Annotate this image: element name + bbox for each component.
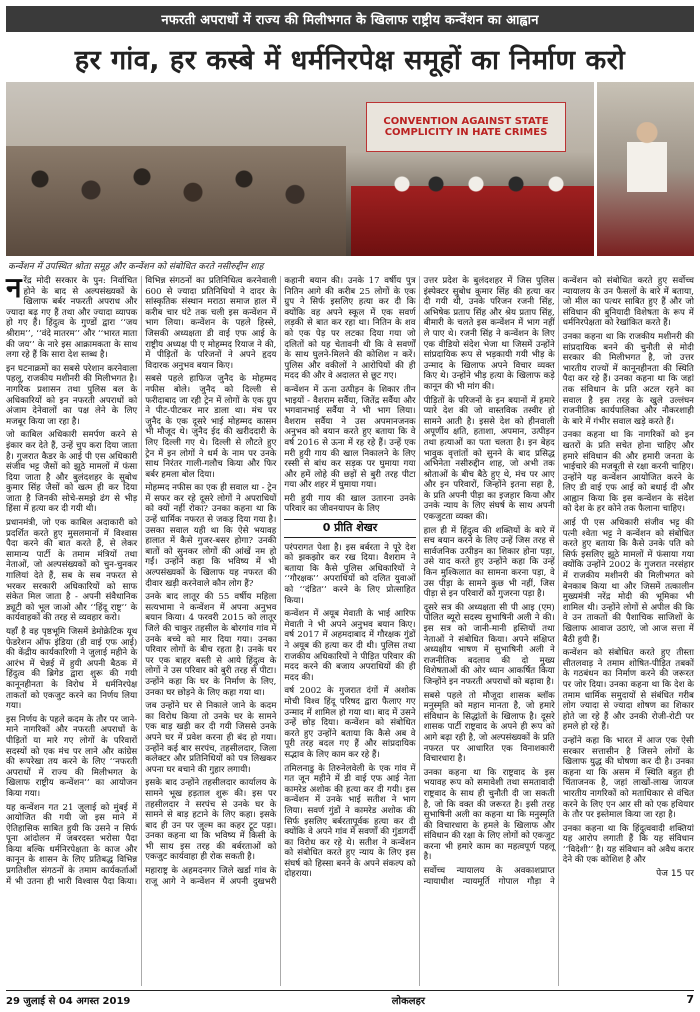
publication-name: लोकलहर	[391, 995, 425, 1007]
article-paragraph: जो काबिल अधिकारी समर्पण करने से इंकार कर देते हैं, उन्हें चुप करा दिया जाता है। गुजरात कैडर के आई पी एस अधिकारी संजीव भट्ट जैसों को झूठे मामलों में फंसा दिया जाता है और बुलंदशहर के सुबोध कुमार सिंह जैसों को खत्म ही कर दिया जाता है जिनकी सोचे-समझे ढंग से भीड़ हिंसा में हत्या कर दी गयी थी।	[6, 430, 138, 515]
article-paragraph: पीड़ितों के परिजनों के इन बयानों में हमारे प्यारे देश की जो वास्तविक तस्वीर हो सामने आती है। इससे देश को हीनवाली अपूर्णीय क्षति, हताशा, अपमान, उत्पीड़न तथा हत्याओं का पता चलता है। इन बेहद भावुक वृत्तांतों को सुनने के बाद प्रसिद्ध अभिनेता नसीरुद्दीन शाह, जो अभी तक श्रोताओं के बीच बैठे हुए थे, मंच पर आए और इन परिवारों, जिन्होंने इतना सहा है, के प्रति अपनी पीड़ा का इजहार किया और उनके न्याय के लिए संघर्ष के साथ अपनी एकजुटता व्यक्त की।	[423, 395, 555, 523]
article-paragraph: सबसे पहले तो मौजूदा शासक ब्लॉक मनुस्मृति को महान मानता है, जो हमारे संविधान के सिद्धांतों के खिलाफ है। दूसरे शासक पार्टी राष्ट्रवाद के अपने ही रूप को आगे बढ़ा रही है, जो अल्पसंख्यकों के प्रति नफरत पर आधारित एक विनाशकारी विचारधारा है।	[423, 690, 555, 765]
convention-banner: CONVENTION AGAINST STATE COMPLICITY IN HATE CRIMES	[366, 102, 566, 152]
article-paragraph: कन्वेंशन में अयूब मेवाती के भाई आरिफ मेवाती ने भी अपने अनुभव बयान किए। वर्ष 2017 में अहमदाबाद में गौरक्षक गुंडों ने अयूब की हत्या कर दी थी। पुलिस तथा राजकीय अधिकारियों ने पीड़ित परिवार की मदद करने की बजाय अपराधियों की ही मदद की।	[284, 609, 416, 683]
article-paragraph: उनके बाद लातूर की 55 वर्षीय महिला सत्यभामा ने कन्वेंशन में अपना अनुभव बयान किया। 4 फरवरी 2015 को लातूर जिले की चाकुर तहसील के बोरगांव गांव में उनके बच्चे को मार दिया गया। उनका परिवार लोगों के बीच रहता है। उनके घर पर एक बाहर बस्ती से आये हिंदुत्व के लोगों ने उस परिवार को बुरी तरह से पीटा। उन्होंने कहा कि घर के निर्माण के लिए, उनका घर छोड़ने के लिए कहा गया था।	[145, 592, 277, 698]
audience-photo-area	[6, 146, 346, 256]
page-headline: हर गांव, हर कस्बे में धर्मनिरपेक्ष समूहों का निर्माण करो	[74, 44, 626, 76]
article-paragraph: महाराष्ट्र के अहमदनगर जिले खर्डा गांव के राजू आगे ने कन्वेंशन में अपनी दुखभरी कहानी बयान की। उनके 17 वर्षीय पुत्र नितिन आगे की करीब 25 लोगों के एक ग्रुप ने सिर्फ इसलिए हत्या कर दी कि क्योंकि वह अपने स्कूल में एक सवर्ण लड़की से बात कर रहा था। नितिन के शव को एक पेड़ पर लटका दिया गया जो दलितों को यह चेतावनी थी कि वे सवर्णों के साथ घुलने-मिलने की कोशिश न करें। पुलिस और वकीलों ने आरोपियों की ही मदद की और वे अदालत से छूट गए।	[145, 276, 416, 887]
speaker-inset-photo	[594, 82, 694, 256]
article-paragraph: वर्ष 2002 के गुजरात दंगों में अशोक मोची विश्व हिंदू परिषद द्वारा फैलाए गए उन्माद में शामिल हो गया था। बाद में उसने उन्हें छोड़ दिया। कन्वेंशन को संबोधित करते हुए उन्होंने बताया कि कैसे अब वे पूरी तरह बदल गए हैं और सांप्रदायिक सद्भाव के लिए काम कर रहे हैं।	[284, 686, 416, 760]
issue-date: 29 जुलाई से 04 अगस्त 2019	[6, 995, 131, 1007]
article-paragraph: उनका कहना था कि राष्ट्रवाद के इस भयावह रूप को समावेशी तथा समतावादी राष्ट्रवाद के साथ ही चुनौती दी जा सकती है, जो कि वक्त की जरूरत है। इसी तरह सुभाषिनी अली का कहना था कि मनुस्मृति की विचारधारा के हमले के खिलाफ और संविधान की रक्षा के लिए लोगों को एकजुट करना भी हमारे काम का महत्वपूर्ण पहलू है।	[423, 767, 555, 863]
article-paragraph: कन्वेंशन को संबोधित करते हुए तीस्ता सीतलवाड़ ने तमाम शोषित-पीड़ित तबकों के गठबंधन का निर्माण करने की जरूरत पर जोर दिया। उनका कहना था कि देश के तमाम धार्मिक समुदायों से संबंधित गरीब लोग ज्यादा से ज्यादा शोषण का शिकार होते जा रहे हैं और उनकी रोजी-रोटी पर हमले हो रहे हैं।	[562, 648, 694, 733]
article-paragraph: दूसरे सत्र की अध्यक्षता सी पी आइ (एम) पोलित ब्यूरो सदस्य सुभाषिनी अली ने की। इस सत्र को जानी-मानी हस्तियों तथा नेताओं ने संबोधित किया। अपने संक्षिप्त अध्यक्षीय भाषण में सुभाषिनी अली ने राजनीतिक बदलाव की दो मुख्य विशेषताओं की ओर ध्यान आकर्षित किया जिन्होंने इन नफरती अपराधों को बढ़ावा है।	[423, 602, 555, 687]
article-paragraph: इन घटनाक्रमों का सबसे परेशान करनेवाला पहलू, राजकीय मशीनरी की मिलीभगत है। नागरिक प्रशासन तथा पुलिस बल के अधिकारियों को इन नफरती अपराधों को अंजाम देनेवालों का पक्ष लेने के लिए मजबूर किया जा रहा है।	[6, 363, 138, 427]
page-footer	[6, 990, 694, 1008]
panel-speakers	[386, 166, 586, 226]
article-paragraph: मोहम्मद नफीस का एक ही सवाल था - ट्रेन में सफर कर रहे दूसरे लोगों ने अपराधियों को क्यों नहीं रोका? उनका कहना था कि उन्हें धार्मिक नफरत से जकड़ दिया गया है। उसका सवाल यही था कि ऐसे भयावह हालात में कैसे गुजर-बसर होगा? उनकी बातों को सुनकर लोगों की आंखें नम हो गईं। उन्होंने कहा कि भविष्य में भी अल्पसंख्यकों के खिलाफ यह नफरत की दीवार खड़ी करनेवाले कौन लोग हैं?	[145, 483, 277, 589]
article-paragraph: मरी हुयी गाय की खाल उतारना उनके परिवार का जीवनयापन के लिए	[284, 493, 416, 515]
article-paragraph: उन्होंने कहा कि भारत में आज एक ऐसी सरकार सत्तासीन है जिसने लोगों के खिलाफ युद्ध की घोषणा कर दी है। उनका कहना था कि असम में स्थिति बहुत ही चिंताजनक है, जहां लाखों-लाख जायज भारतीय नागरिकों को मताधिकार से वंचित करने के लिए एन आर सी को एक हथियार के तौर पर इस्तेमाल किया जा रहा है।	[562, 735, 694, 821]
article-paragraph: उत्तर प्रदेश के बुलंदशहर में जिस पुलिस इंस्पेक्टर सुबोध कुमार सिंह की हत्या कर दी गयी थी, उनके परिजन रजनी सिंह, अभिषेक प्रताप सिंह और श्रेय प्रताप सिंह, बीमारी के चलते इस कन्वेंशन में भाग नहीं ले पाए थे। रजनी सिंह ने कन्वेंशन के लिए एक वीडियो संदेश भेजा था जिसमें उन्होंने सांप्रदायिक रूप से भड़कायी गयी भीड़ के उन्माद के खिलाफ अपने विचार व्यक्त किए थे। उन्होंने भीड़ हत्या के खिलाफ कड़े कानून की भी मांग की।	[423, 276, 555, 392]
article-paragraph: नरेंद्र मोदी सरकार के पुन: निर्वाचित होने के बाद से अल्पसंख्यकों के खिलाफ बर्बर नफरती अपराध और ज्यादा बढ़ गए हैं तथा और ज्यादा व्यापक हो गए हैं। हिंदुत्व के गुण्डों द्वारा ‘‘जय श्रीराम’’, ‘‘वंदे मातरम’’ और ‘‘भारत माता की जय’’ के नारे इस आक्रामकता के साथ लगा रहे हैं कि सारा देश स्तब्ध है।	[6, 271, 138, 361]
convention-photo	[6, 82, 694, 256]
kicker-banner: नफरती अपराधों में राज्य की मिलीभगत के खिलाफ राष्ट्रीय कन्वेंशन का आह्वान	[6, 6, 694, 32]
article-paragraph: उनका कहना था कि नागरिकों को इन खतरों के प्रति सचेत होना चाहिए और हमारे संविधान की और हमारी जनता के भाईचारे की मजबूती से रक्षा करनी चाहिए। उन्होंने यह कन्वेंशन आयोजित करने के लिए डी वाई एफ आई को बधाई दी और आह्वान किया कि इस कन्वेंशन के संदेश को देश के हर कोने तक फैलाना चाहिए।	[562, 430, 694, 515]
article-paragraph: प्रधानमंत्री, जो एक काबिल अदाकारी को प्रदर्शित करते हुए मुसलमानों में विश्वास पैदा करने की बात करते हैं, से लेकर सामान्य पार्टी के तमाम मंत्रियों तथा नेताओं, जो अल्पसंख्यकों को चुन-चुनकर गालियां देते हैं, सब के सब नफरत से भरकर सरकारी अधिकारियों को साफ संकेत मिल जाता है - अपनी संवैधानिक ड्यूटी को भूल जाओ और ‘‘हिंदू राष्ट्र’’ के कार्यवाहकों की तरह से व्यवहार करो।	[6, 518, 138, 624]
article-paragraph: यह कन्वेंशन गत 21 जुलाई को मुंबई में आयोजित की गयी जो इस माने में ऐतिहासिक साबित हुयी कि उसने न सिर्फ पूना आंदोलन में जबरदस्त भरोसा पैदा किया बल्कि धर्मनिरपेक्षता के काज और कानून के शासन के लिए प्रतिबद्ध विभिन्न प्रगतिशील संगठनों के तमाम कार्यकर्ताओं में भी उतना ही भारी विश्वास पैदा किया। विभिन्न संगठनों का प्रतिनिधित्व करनेवाली 600 से ज्यादा प्रतिनिधियों ने दादर के सांस्कृतिक संस्थान मराठा समाज हाल में करीब चार घंटे तक चली इस कन्वेंशन में भाग लिया। कन्वेंशन के पहले हिस्से, जिसकी अध्यक्षता डी वाई एफ आई के राष्ट्रीय अध्यक्ष पी ए मोहम्मद रियाज ने की, में पीड़ितों के परिजनों ने अपने हृदय विदारक अनुभव बयान किए।	[6, 276, 277, 887]
article-paragraph: तमिलनाडु के तिरुनेलवेली के एक गांव में गत जून महीने में डी वाई एफ आई नेता कामरेड अशोक की हत्या कर दी गयी। इस कन्वेंशन में उनके भाई सतीश ने भाग लिया। सवर्ण गुंडों ने कामरेड अशोक की सिर्फ इसलिए बर्बरतापूर्वक हत्या कर दी क्योंकि वे अपने गांव में सवर्णों की गुंडागर्दी का विरोध कर रहे थे। सतीश ने कन्वेंशन को संबोधित करते हुए न्याय के लिए इस संघर्ष को हिस्सा बनने के अपने संकल्प को दोहराया।	[284, 763, 416, 880]
article-body	[6, 271, 694, 986]
article-paragraph: हाल ही में हिंदुत्व की शक्तियों के बारे में सच बयान करने के लिए उन्हें जिस तरह से सार्वजनिक उत्पीड़न का शिकार होना पड़ा, उसे याद करते हुए उन्होंने कहा कि उन्हें किन मुश्किलात का सामना करना पड़ा, वे उस पीड़ा के सामने कुछ भी नहीं, जिस पीड़ा से इन परिवारों को गुजरना पड़ा है।	[423, 525, 555, 600]
article-paragraph: जब उन्होंने घर से निकाले जाने के कदम का विरोध किया तो उनके घर के सामने एक बाड़ खड़ी कर दी गयी जिससे उनके अपने घर में प्रवेश करना ही बंद हो गया। उन्होंने कई बार सरपंच, तहसीलदार, जिला कलेक्टर और प्रतिनिधियों को पत्र लिखकर अपना घर बचाने की गुहार लगायी।	[145, 701, 277, 775]
article-paragraph: उनका कहना था कि राजकीय मशीनरी की सांप्रदायिक बनने की चुनौती से मोदी सरकार की मिलीभगत है, जो उत्तर भारतीय राज्यों में कानूनहीनता की स्थिति पैदा कर रहे हैं। उनका कहना था कि जहां तक संविधान के प्रति अटल रहने का सवाल है इस तरह के खुले उल्लंघन राजनीतिक कार्यपालिका और नौकरशाही के बारे में गंभीर सवाल खड़े करते हैं।	[562, 331, 694, 427]
page-number: 7	[686, 993, 694, 1006]
article-paragraph: इस निर्णय के पहले कदम के तौर पर जाने-माने नागरिकों और नफरती अपराधों के पीड़ितों या मारे गए लोगों के परिवारों सदस्यों को एक मंच पर लाने और कांग्रेस की रूपरेखा तय करने के लिए ‘‘नफरती अपराधों में राज्य की मिलीभगत के खिलाफ राष्ट्रीय कन्वेंशन’’ का आयोजन किया गया।	[6, 714, 138, 799]
article-paragraph: उनका कहना था कि हिंदुत्ववादी शक्तियां यह आरोप लगाती हैं कि यह संविधान ‘‘विदेशी’’ है। यह संविधान को अवैध करार देने की एक कोशिश है और	[562, 823, 694, 866]
author-byline: 0 प्रीति शेखर	[284, 519, 415, 538]
article-paragraph: कन्वेंशन में ऊना उत्पीड़न के शिकार तीन भाइयों - वैशराम सर्वैया, जितेंद्र सर्वैया और भगवानभाई सर्वैया ने भी भाग लिया। वैशराम सर्वैया ने उस अपमानजनक अनुभव को बयान करते हुए बताया कि वे वर्ष 2016 से ऊना में रह रहे हैं। उन्हें एक मरी हुयी गाय की खाल निकालने के लिए रस्सी से बांध कर सड़क पर घुमाया गया और हमें लोहे की छड़ों से बुरी तरह पीटा गया और शहर में घुमाया गया।	[284, 384, 416, 491]
article-paragraph: इसके बाद उन्होंने तहसीलदार कार्यालय के सामने भूख हड़ताल शुरू की। इस पर तहसीलदार ने सरपंच से उनके घर के सामने से बाड़ हटाने के लिए कहा। इसके बाद ही उन पर जुल्म का कहर टूट पड़ा। उनका कहना था कि भविष्य में किसी के भी साथ इस तरह की बर्बरताओं को एकजुट कार्यवाहा ही रोक सकती है।	[145, 778, 277, 863]
article-paragraph: सबसे पहले हाफिज जुनैद के मोहम्मद नफीस बोले। जुनैद को दिल्ली से फरीदाबाद जा रही ट्रेन में लोगों के एक ग्रुप ने पीट-पीटकर मार डाला था। मंच पर जुनैद के एक दूसरे भाई मोहम्मद कासम भी मौजूद थे। जुनैद ईद की खरीददारी के लिए दिल्ली गए थे। दिल्ली से लौटते हुए ट्रेन में इन लोगों ने धर्म के नाम पर उनके साथ निरंतर गाली-गलौच किया और फिर बर्बर हमला बोल दिया।	[145, 374, 277, 480]
speaker-figure	[627, 122, 667, 192]
article-paragraph: परंपरागत पेशा है। इस बर्बरता ने पूरे देश को झकझोर कर रख दिया। वैशराम ने बताया कि कैसे पुलिस अधिकारियों ने ‘‘गौरक्षक’’ अपराधियों को दलित युवाओं को ‘‘दंडित’’ करने के लिए प्रोत्साहित किया।	[284, 542, 416, 606]
article-paragraph: यहाँ है वह पृष्ठभूमि जिसमें डेमोक्रेटिक यूथ फेडरेशन ऑफ इंडिया (डी वाई एफ आई) की केंद्रीय कार्यकारिणी ने जुलाई महीने के आरंभ में चेन्नई में हुयी अपनी बैठक में हिंदुत्व की ब्रिगेड द्वारा शुरू की गयी कानूनहीनता के विरोध में धर्मनिरपेक्ष ताकतों को एकजुट करने का निर्णय लिया गया।	[6, 627, 138, 712]
article-paragraph: सर्वोच्च न्यायालय के अवकाशप्राप्त न्यायाधीश न्यायमूर्ति गोपाल गौड़ा ने कन्वेंशन को संबोधित करते हुए सर्वोच्च न्यायालय के उन फैसलों के बारे में बताया, जो मील का पत्थर साबित हुए हैं और जो संविधान की बुनियादी विशेषता के रूप में धर्मनिरपेक्षता को रेखांकित करते हैं।	[423, 276, 694, 887]
article-paragraph: आई पी एस अधिकारी संजीव भट्ट की पत्नी श्वेता भट्ट ने कन्वेंशन को संबोधित करते हुए बताया कि कैसे उनके पति को सिर्फ इसलिए झूठे मामलों में फंसाया गया क्योंकि उन्होंने 2002 के गुजरात नरसंहार में राजकीय मशीनरी की मिलीभगत को बेनकाब किया था और जिसमें तत्कालीन मुख्यमंत्री नरेंद्र मोदी की भूमिका भी शामिल थी। उन्होंने लोगों से अपील की कि वे उन ताकतों की पैशाचिक साजिशों के खिलाफ आवाज उठाएं, जो आज सत्ता में बैठी हुयी हैं।	[562, 518, 694, 645]
photo-caption: कन्वेंशन में उपस्थित श्रोता समूह और कन्वेंशन को संबोधित करते नसीरुद्दीन शाह	[8, 262, 264, 272]
continued-note: पेज 15 पर	[656, 869, 694, 880]
